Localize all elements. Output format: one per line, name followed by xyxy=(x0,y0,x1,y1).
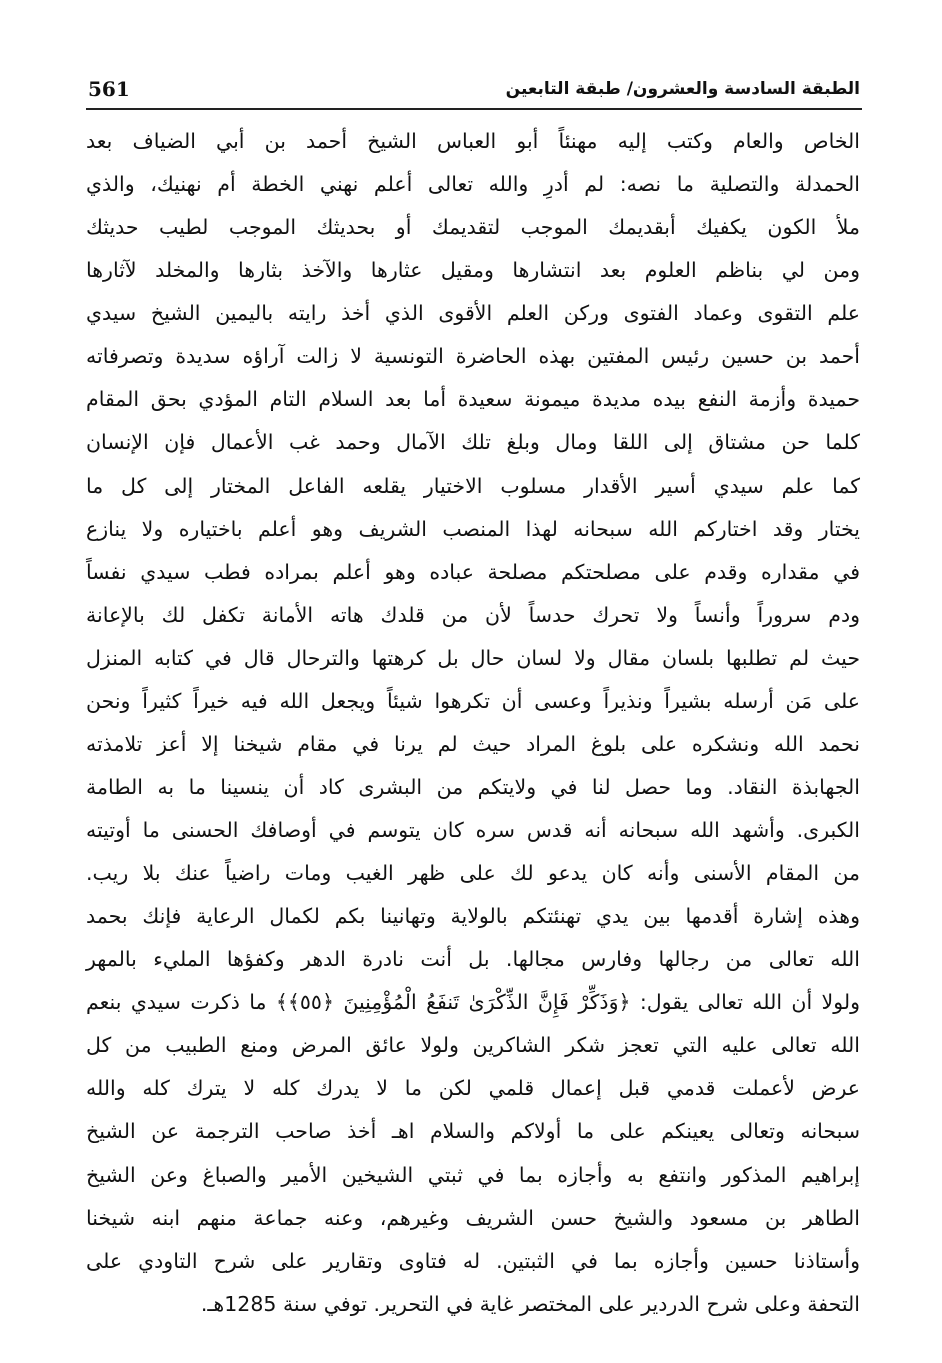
text-line: علم التقوى وعماد الفتوى وركن العلم الأقوى الذي أخذ رايته باليمين الشيخ سيدي xyxy=(86,301,860,326)
text-line: كما علم سيدي أسير الأقدار مسلوب الاختيار يقلعه الفاعل المختار إلى كل ما xyxy=(86,473,860,498)
text-line: كلما حن مشتاق إلى اللقا ومال وبلغ تلك الآمال وحمد غب الأعمال فإن الإنسان xyxy=(86,430,860,455)
text-line: الله تعالى من رجالها وفارس مجالها. بل أنت نادرة الدهر وكفؤها المليء بالمهر xyxy=(86,947,860,972)
text-line: ودم سروراً وأنساً ولا تحرك حدساً لأن من قلدك هاته الأمانة تكفل لك بالإعانة xyxy=(86,602,860,627)
text-line: أحمد بن حسين رئيس المفتين بهذه الحاضرة التونسية لا زالت آراؤه سديدة وتصرفاته xyxy=(86,344,860,369)
running-title: الطبقة السادسة والعشرون/ طبقة التابعين xyxy=(505,79,860,99)
page-header xyxy=(88,72,860,106)
text-line: الجهابذة النقاد. وما حصل لنا في ولايتكم من البشرى كاد أن ينسينا ما به الطامة xyxy=(86,774,860,799)
header-rule xyxy=(86,108,862,110)
text-line: وأستاذنا حسين وأجازه بما في الثبتين. له فتاوى وتقارير على شرح التاودي على xyxy=(86,1248,860,1273)
text-line: على مَن أرسله بشيراً ونذيراً وعسى أن تكرهوا شيئاً ويجعل الله فيه خيراً كثيراً ونحن xyxy=(86,688,860,713)
text-line: ومن لي بناظم العلوم بعد انتشارها ومقيل عثارها والآخذ بثارها والمخلد لآثارها xyxy=(86,258,860,283)
text-line: حيث لم تطلبها بلسان مقال ولا لسان حال بل كرهتها والترحال قال في كتابه المنزل xyxy=(86,645,860,670)
text-line: الله تعالى عليه التي تعجز شكر الشاكرين ولولا عائق المرض ومنع الطبيب من كل xyxy=(86,1033,860,1058)
text-line: نحمد الله ونشكره على بلوغ المراد حيث لم يرنا في مقام شيخنا إلا أعز تلامذته xyxy=(86,731,860,756)
text-line: ولولا أن الله تعالى يقول: ﴿وَذَكِّرْ فَإِنَّ الذِّكْرَىٰ تَنفَعُ الْمُؤْمِنِينَ ﴿٥٥﴾﴾ ما ذكرت سيدي بنعم xyxy=(86,990,860,1015)
text-line: الخاص والعام وكتب إليه مهنئاً أبو العباس الشيخ أحمد بن أبي الضياف بعد xyxy=(86,129,860,153)
page-number: 561 xyxy=(88,77,130,101)
text-line: ملأ الكون يكفيك أبقديمك الموجب لتقديمك أو بحديثك الموجب لطيب حديثك xyxy=(86,215,860,240)
text-line: الحمدلة والتصلية ما نصه: لم أدرِ والله تعالى أعلم نهني الخطة أم نهنيك، والذي xyxy=(86,172,860,197)
text-line: حميدة وأزمة النفع بيده مديدة ميمونة سعيدة أما بعد السلام التام المؤدي بحق المقام xyxy=(86,387,860,412)
text-line: الطاهر بن مسعود والشيخ حسن الشريف وغيرهم، وعنه جماعة منهم ابنه شيخنا xyxy=(86,1205,860,1230)
text-line: يختار وقد اختاركم الله سبحانه لهذا المنصب الشريف وهو أعلم باختياره ولا ينازع xyxy=(86,516,860,541)
text-line: عرض لأعملت قدمي قبل إعمال قلمي لكن ما لا يدرك كله لا يترك كله والله xyxy=(86,1076,860,1101)
text-line: من المقام الأسنى وأنه كان يدعو لك على ظهر الغيب ومات راضياً عنك بلا ريب. xyxy=(86,861,860,886)
text-line: وهذه إشارة أقدمها بين يدي تهنئتكم بالولاية وتهانينا بكم لكمال الرعاية فإنك بحمد xyxy=(86,904,860,929)
text-line: التحفة وعلى شرح الدردير على المختصر غاية في التحرير. توفي سنة 1285هـ. xyxy=(200,1291,860,1316)
text-line: سبحانه وتعالى يعينكم على ما أولاكم والسلام اهـ أخذ صاحب الترجمة عن الشيخ xyxy=(86,1119,860,1144)
body-text xyxy=(86,120,860,1326)
text-line: الكبرى. وأشهد الله سبحانه أنه قدس سره كان يتوسم في أوصافك الحسنى ما أوتيته xyxy=(86,818,860,842)
text-line: إبراهيم المذكور وانتفع به وأجازه بما في ثبتي الشيخين الأمير والصباغ وعن الشيخ xyxy=(86,1162,860,1187)
text-line: في مقداره وقدم على مصلحتكم مصلحة عباده وهو أعلم بمراده فطب سيدي نفساً xyxy=(86,559,860,584)
